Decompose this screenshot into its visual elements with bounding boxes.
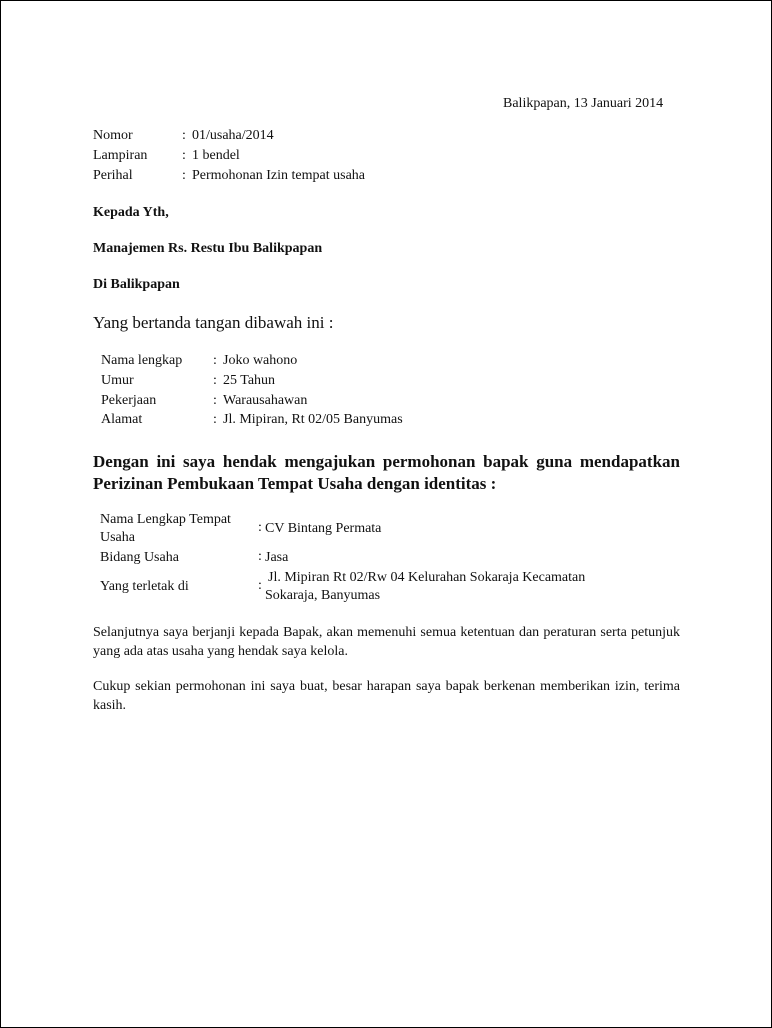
meta-value-perihal: Permohonan Izin tempat usaha [192,168,366,183]
business-value-name: CV Bintang Permata [265,521,382,536]
business-value-location-line2: Sokaraja, Banyumas [265,588,381,603]
meta-value-lampiran: 1 bendel [192,148,240,163]
identity-value-name: Joko wahono [223,353,298,368]
business-label-field: Bidang Usaha [100,550,179,565]
meta-colon: : [182,128,186,143]
identity-colon: : [213,412,217,427]
business-label-location: Yang terletak di [100,579,189,594]
identity-value-job: Warausahawan [223,393,308,408]
identity-label-name: Nama lengkap [101,353,183,368]
business-label-name-line2: Usaha [100,530,135,545]
business-colon: : [258,578,262,593]
business-value-field: Jasa [265,550,289,565]
request-statement: Dengan ini saya hendak mengajukan permohonan bapak guna mendapatkan Perizinan Pembukaan Tempat Usaha dengan identitas : [93,452,680,493]
business-colon: : [258,520,262,535]
identity-value-address: Jl. Mipiran, Rt 02/05 Banyumas [223,412,403,427]
identity-label-job: Pekerjaan [101,393,157,408]
place-date: Balikpapan, 13 Januari 2014 [503,96,664,111]
paragraph-commitment: Selanjutnya saya berjanji kepada Bapak, akan memenuhi semua ketentuan dan peraturan serta petunjuk yang ada atas usaha yang hendak saya kelola. [93,625,680,659]
meta-label-perihal: Perihal [93,168,133,183]
meta-label-lampiran: Lampiran [93,148,148,163]
business-label-name-line1: Nama Lengkap Tempat [100,512,231,527]
paragraph-closing: Cukup sekian permohonan ini saya buat, besar harapan saya bapak berkenan memberikan izin, terima kasih. [93,679,680,713]
recipient-name: Manajemen Rs. Restu Ibu Balikpapan [93,241,323,256]
intro-text: Yang bertanda tangan dibawah ini : [93,313,334,332]
identity-colon: : [213,353,217,368]
identity-colon: : [213,373,217,388]
meta-colon: : [182,148,186,163]
identity-colon: : [213,393,217,408]
meta-value-nomor: 01/usaha/2014 [192,128,274,143]
identity-label-address: Alamat [101,412,143,427]
recipient-greeting: Kepada Yth, [93,205,169,220]
business-value-location-line1: Jl. Mipiran Rt 02/Rw 04 Kelurahan Sokaraja Kecamatan [268,570,586,585]
business-colon: : [258,549,262,564]
identity-label-age: Umur [101,373,134,388]
meta-label-nomor: Nomor [93,128,133,143]
identity-value-age: 25 Tahun [223,373,276,388]
meta-colon: : [182,168,186,183]
recipient-location: Di Balikpapan [93,277,180,292]
